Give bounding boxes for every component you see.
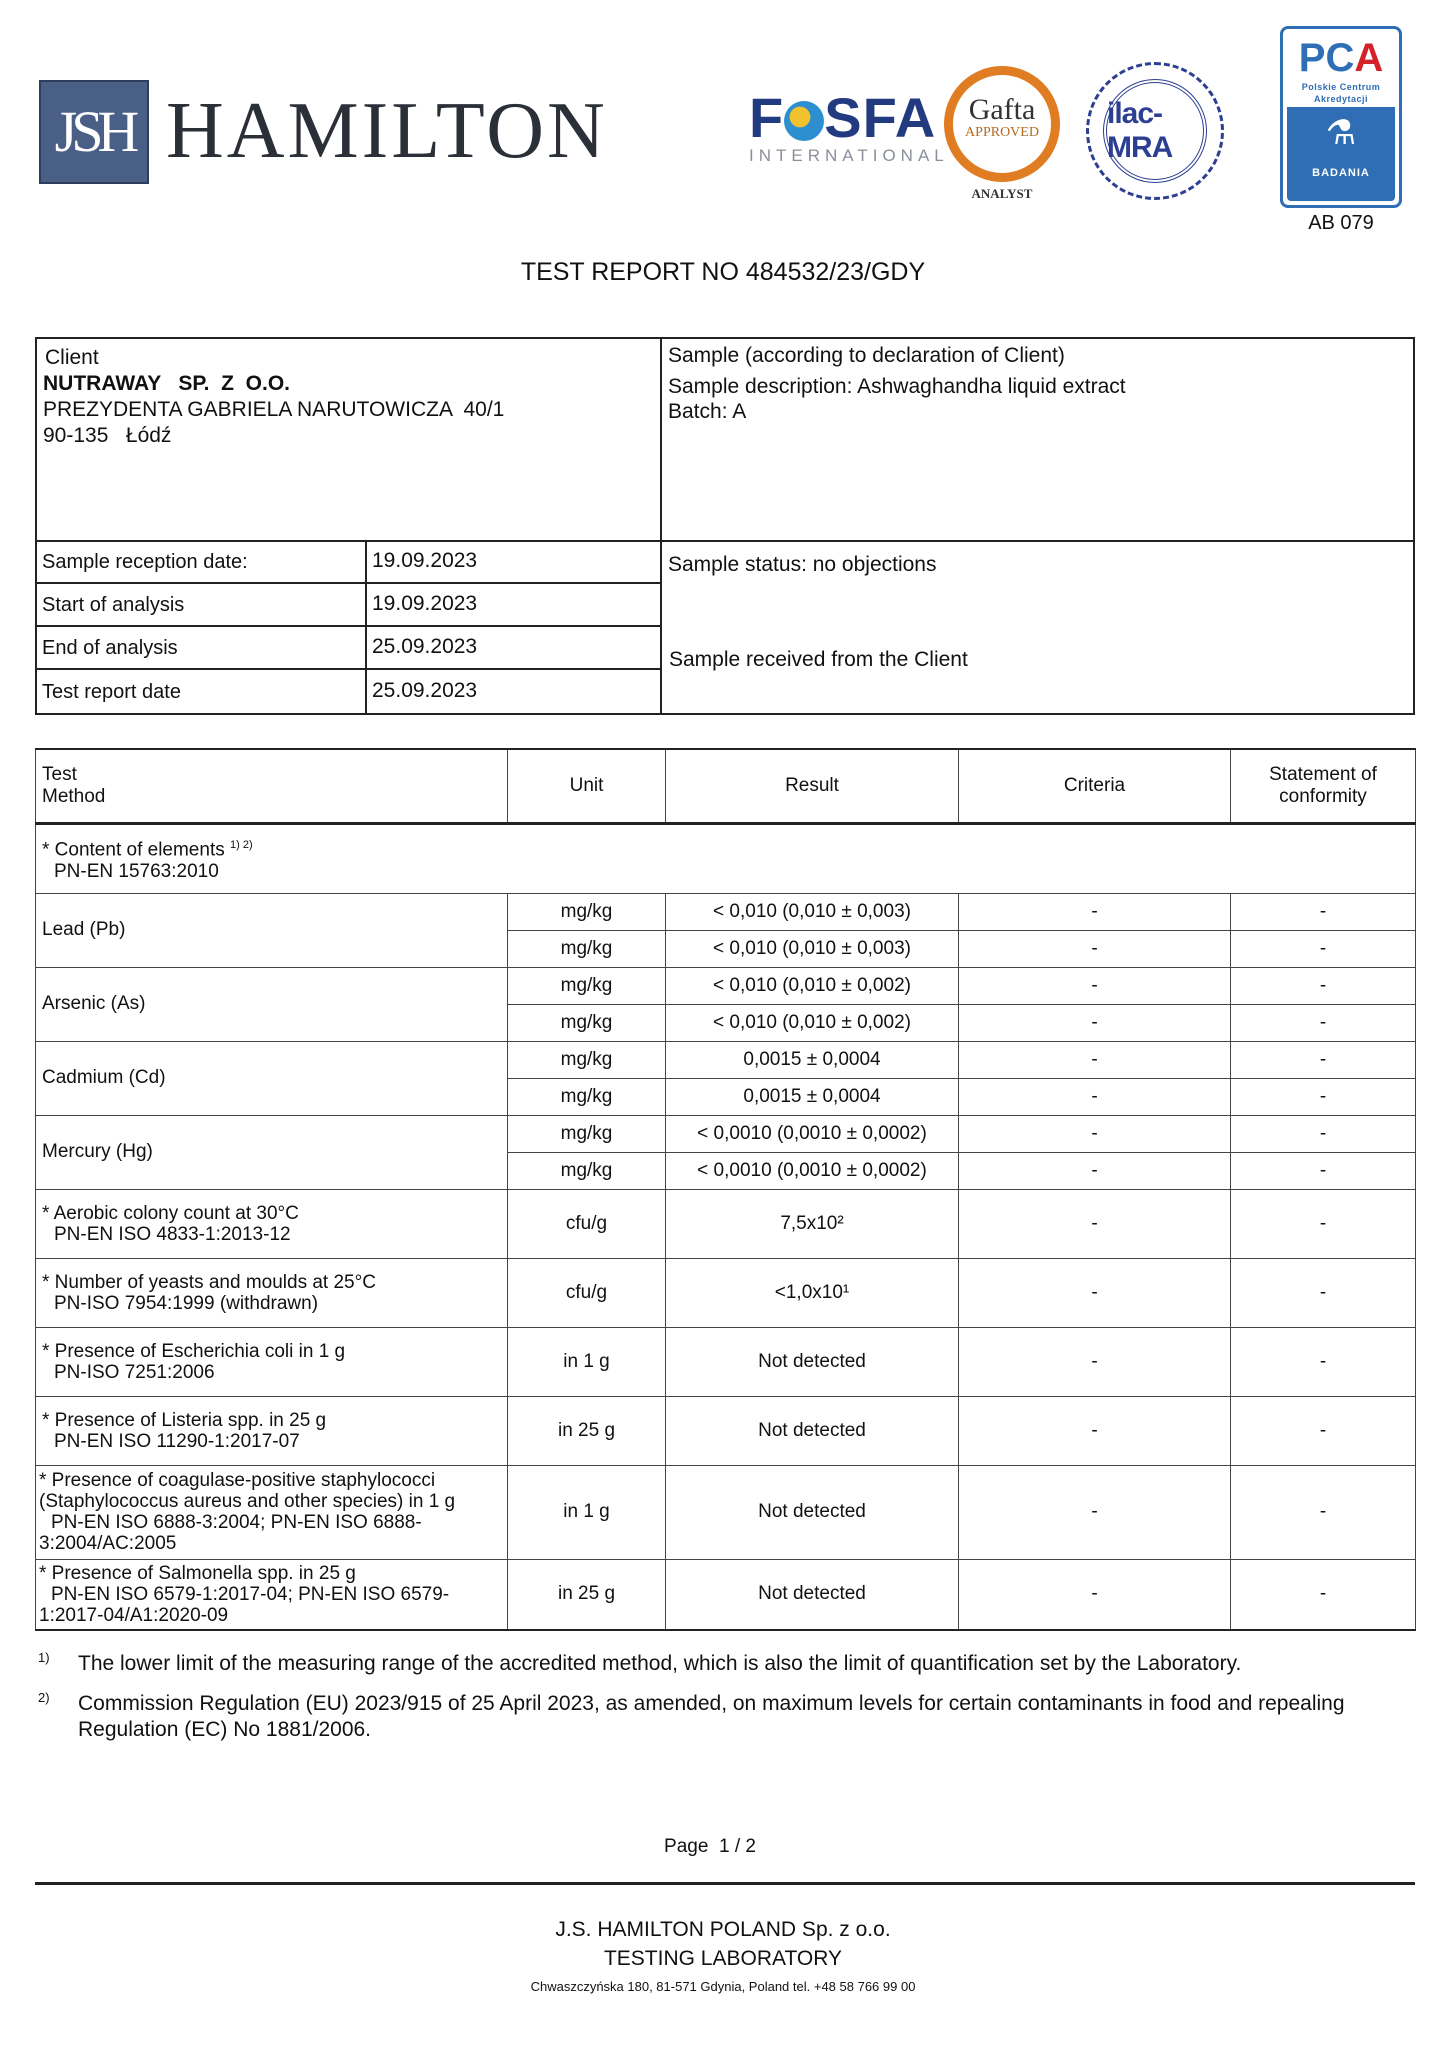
cell-unit: in 25 g xyxy=(508,1559,666,1630)
table-row xyxy=(36,1559,1416,1630)
ilac-mra-logo xyxy=(1086,62,1224,200)
cell-conformity: - xyxy=(1231,1078,1416,1115)
date-label: End of analysis xyxy=(42,637,178,659)
footer-divider xyxy=(35,1882,1415,1885)
column-header-unit: Unit xyxy=(508,749,666,823)
flask-icon: ⚗ xyxy=(1325,114,1357,152)
header-test: Test xyxy=(42,763,77,785)
cell-unit: mg/kg xyxy=(508,1115,666,1152)
globe-icon xyxy=(784,101,824,141)
cell-criteria: - xyxy=(959,1041,1231,1078)
table-row xyxy=(36,1465,1416,1559)
table-row xyxy=(36,1327,1416,1396)
test-name xyxy=(36,1327,508,1396)
accreditation-number: AB 079 xyxy=(1308,212,1374,234)
cell-conformity: - xyxy=(1231,1327,1416,1396)
cell-criteria: - xyxy=(959,930,1231,967)
cell-result: < 0,010 (0,010 ± 0,003) xyxy=(666,930,959,967)
pca-logo-sub1: Polskie Centrum xyxy=(1301,82,1381,92)
fosfa-logo-subtitle: INTERNATIONAL xyxy=(749,146,949,165)
gafta-logo-approved: APPROVED xyxy=(965,125,1039,140)
divider xyxy=(365,540,367,713)
divider xyxy=(37,625,661,627)
cell-result: 0,0015 ± 0,0004 xyxy=(666,1078,959,1115)
cell-result: < 0,010 (0,010 ± 0,002) xyxy=(666,967,959,1004)
cell-result: Not detected xyxy=(666,1559,959,1630)
test-method-cont: 3:2004/AC:2005 xyxy=(39,1533,177,1554)
header-conformity-2: conformity xyxy=(1279,785,1367,807)
divider xyxy=(37,668,661,670)
test-name xyxy=(36,1396,508,1465)
cell-unit: mg/kg xyxy=(508,930,666,967)
test-title-cont: (Staphylococcus aureus and other species) in 1 g xyxy=(39,1491,456,1512)
table-row xyxy=(36,1258,1416,1327)
header-method: Method xyxy=(42,785,106,807)
results-table xyxy=(35,748,1416,1631)
date-value: 25.09.2023 xyxy=(372,635,478,658)
cell-criteria: - xyxy=(959,893,1231,930)
section-line1: * Content of elements xyxy=(42,839,230,861)
test-method: PN-ISO 7954:1999 (withdrawn) xyxy=(54,1292,319,1314)
cell-result: < 0,010 (0,010 ± 0,002) xyxy=(666,1004,959,1041)
sample-batch: Batch: A xyxy=(668,400,747,423)
cell-criteria: - xyxy=(959,1152,1231,1189)
element-name: Mercury (Hg) xyxy=(36,1115,508,1189)
gafta-logo-analyst: ANALYST xyxy=(971,186,1033,201)
divider xyxy=(37,582,661,584)
cell-conformity: - xyxy=(1231,930,1416,967)
footnote-text: The lower limit of the measuring range of the accredited method, which is also the limit of quantification set by the Laboratory. xyxy=(78,1652,1242,1675)
report-title: TEST REPORT NO 484532/23/GDY xyxy=(520,258,926,286)
table-row xyxy=(36,1041,1416,1078)
cell-unit: in 1 g xyxy=(508,1327,666,1396)
test-method: PN-EN ISO 11290-1:2017-07 xyxy=(54,1430,300,1452)
cell-conformity: - xyxy=(1231,1396,1416,1465)
hamilton-logo-text: HAMILTON xyxy=(166,87,608,175)
cell-conformity: - xyxy=(1231,1258,1416,1327)
pca-logo-pc: PC xyxy=(1298,36,1355,80)
test-name xyxy=(36,1465,508,1559)
date-label: Sample reception date: xyxy=(42,551,248,573)
fosfa-logo xyxy=(749,88,936,148)
column-header-conformity xyxy=(1231,749,1416,823)
cell-result: Not detected xyxy=(666,1327,959,1396)
pca-logo-badania: BADANIA xyxy=(1312,167,1370,179)
cell-result: 7,5x10² xyxy=(666,1189,959,1258)
test-method: PN-ISO 7251:2006 xyxy=(54,1361,215,1383)
table-row xyxy=(36,1115,1416,1152)
test-method: PN-EN ISO 6579-1:2017-04; PN-EN ISO 6579- xyxy=(51,1583,450,1605)
cell-result: < 0,0010 (0,0010 ± 0,0002) xyxy=(666,1115,959,1152)
footnote-text: Commission Regulation (EU) 2023/915 of 25 April 2023, as amended, on maximum levels for certain contaminants in food and repealing Regulation (EC) No 1881/2006. xyxy=(78,1692,1345,1741)
cell-result: Not detected xyxy=(666,1396,959,1465)
cell-criteria: - xyxy=(959,1327,1231,1396)
cell-result: < 0,010 (0,010 ± 0,003) xyxy=(666,893,959,930)
date-value: 19.09.2023 xyxy=(372,549,478,572)
pca-logo-title xyxy=(1283,35,1399,81)
footnote-ref: 1) 2) xyxy=(230,838,253,851)
client-sample-box xyxy=(35,337,1415,715)
cell-criteria: - xyxy=(959,1396,1231,1465)
cell-conformity: - xyxy=(1231,967,1416,1004)
test-title: * Presence of coagulase-positive staphylococci xyxy=(39,1470,436,1491)
section-method: PN-EN 15763:2010 xyxy=(54,861,219,883)
divider xyxy=(660,339,662,713)
cell-unit: in 1 g xyxy=(508,1465,666,1559)
cell-unit: mg/kg xyxy=(508,1152,666,1189)
test-method: PN-EN ISO 4833-1:2013-12 xyxy=(54,1223,291,1245)
cell-unit: mg/kg xyxy=(508,967,666,1004)
cell-unit: mg/kg xyxy=(508,1041,666,1078)
pca-logo-sub2: Akredytacji xyxy=(1313,94,1369,104)
pca-logo-panel xyxy=(1287,107,1395,201)
column-header-criteria: Criteria xyxy=(959,749,1231,823)
cell-conformity: - xyxy=(1231,1115,1416,1152)
sample-received: Sample received from the Client xyxy=(669,648,968,671)
table-row xyxy=(36,1396,1416,1465)
cell-criteria: - xyxy=(959,967,1231,1004)
sample-status: Sample status: no objections xyxy=(668,553,937,576)
client-name: NUTRAWAY SP. Z O.O. xyxy=(43,372,291,395)
cell-conformity: - xyxy=(1231,1004,1416,1041)
header-conformity-1: Statement of xyxy=(1269,763,1377,785)
cell-conformity: - xyxy=(1231,1559,1416,1630)
test-title: * Presence of Salmonella spp. in 25 g xyxy=(39,1562,356,1584)
cell-unit: mg/kg xyxy=(508,1004,666,1041)
cell-criteria: - xyxy=(959,1258,1231,1327)
test-title: * Presence of Listeria spp. in 25 g xyxy=(42,1409,327,1431)
cell-criteria: - xyxy=(959,1115,1231,1152)
pca-logo-a: A xyxy=(1354,36,1384,80)
test-title: * Aerobic colony count at 30°C xyxy=(42,1202,299,1224)
footer-lab: TESTING LABORATORY xyxy=(603,1947,843,1970)
test-name xyxy=(36,1258,508,1327)
cell-conformity: - xyxy=(1231,893,1416,930)
client-city: 90-135 Łódź xyxy=(43,424,172,447)
cell-result: < 0,0010 (0,0010 ± 0,0002) xyxy=(666,1152,959,1189)
table-row xyxy=(36,893,1416,930)
cell-result: 0,0015 ± 0,0004 xyxy=(666,1041,959,1078)
cell-result: Not detected xyxy=(666,1465,959,1559)
date-label: Start of analysis xyxy=(42,594,185,616)
footer-company: J.S. HAMILTON POLAND Sp. z o.o. xyxy=(555,1918,891,1941)
client-label: Client xyxy=(45,346,99,369)
date-value: 25.09.2023 xyxy=(372,679,478,702)
pca-accreditation-logo xyxy=(1280,26,1402,208)
element-name: Arsenic (As) xyxy=(36,967,508,1041)
sample-heading: Sample (according to declaration of Client) xyxy=(668,344,1065,367)
sample-description: Sample description: Ashwaghandha liquid extract xyxy=(668,375,1126,398)
date-label: Test report date xyxy=(42,681,181,703)
cell-result: <1,0x10¹ xyxy=(666,1258,959,1327)
section-row-elements xyxy=(36,823,1416,893)
cell-unit: cfu/g xyxy=(508,1189,666,1258)
cell-criteria: - xyxy=(959,1189,1231,1258)
footnote-mark: 1) xyxy=(38,1650,50,1665)
hamilton-monogram-logo: JSH xyxy=(39,80,149,184)
footnote-mark: 2) xyxy=(38,1690,50,1705)
divider xyxy=(37,540,1413,542)
test-title: * Presence of Escherichia coli in 1 g xyxy=(42,1340,346,1362)
cell-criteria: - xyxy=(959,1465,1231,1559)
footer-address: Chwaszczyńska 180, 81-571 Gdynia, Poland tel. +48 58 766 99 00 xyxy=(530,1979,916,1994)
cell-criteria: - xyxy=(959,1559,1231,1630)
test-method-cont: 1:2017-04/A1:2020-09 xyxy=(39,1604,229,1626)
test-title: * Number of yeasts and moulds at 25°C xyxy=(42,1271,376,1293)
column-header-test-method xyxy=(36,749,508,823)
test-name xyxy=(36,1559,508,1630)
cell-unit: mg/kg xyxy=(508,1078,666,1115)
cell-criteria: - xyxy=(959,1078,1231,1115)
cell-unit: in 25 g xyxy=(508,1396,666,1465)
table-header-row xyxy=(36,749,1416,823)
column-header-result: Result xyxy=(666,749,959,823)
gafta-logo xyxy=(944,66,1060,182)
cell-conformity: - xyxy=(1231,1152,1416,1189)
table-row xyxy=(36,1189,1416,1258)
cell-conformity: - xyxy=(1231,1465,1416,1559)
page-number: Page 1 / 2 xyxy=(664,1836,756,1857)
cell-unit: mg/kg xyxy=(508,893,666,930)
fosfa-logo-f: F xyxy=(749,86,785,149)
table-row xyxy=(36,967,1416,1004)
element-name: Cadmium (Cd) xyxy=(36,1041,508,1115)
test-method: PN-EN ISO 6888-3:2004; PN-EN ISO 6888- xyxy=(51,1512,422,1533)
cell-conformity: - xyxy=(1231,1189,1416,1258)
cell-conformity: - xyxy=(1231,1041,1416,1078)
cell-unit: cfu/g xyxy=(508,1258,666,1327)
client-street: PREZYDENTA GABRIELA NARUTOWICZA 40/1 xyxy=(43,398,505,421)
test-name xyxy=(36,1189,508,1258)
ilac-mra-logo-text: ilac-MRA xyxy=(1103,79,1207,183)
cell-criteria: - xyxy=(959,1004,1231,1041)
gafta-logo-name: Gafta xyxy=(968,93,1036,126)
element-name: Lead (Pb) xyxy=(36,893,508,967)
section-title xyxy=(36,823,1416,893)
fosfa-logo-rest: SFA xyxy=(824,86,937,149)
date-value: 19.09.2023 xyxy=(372,592,478,615)
